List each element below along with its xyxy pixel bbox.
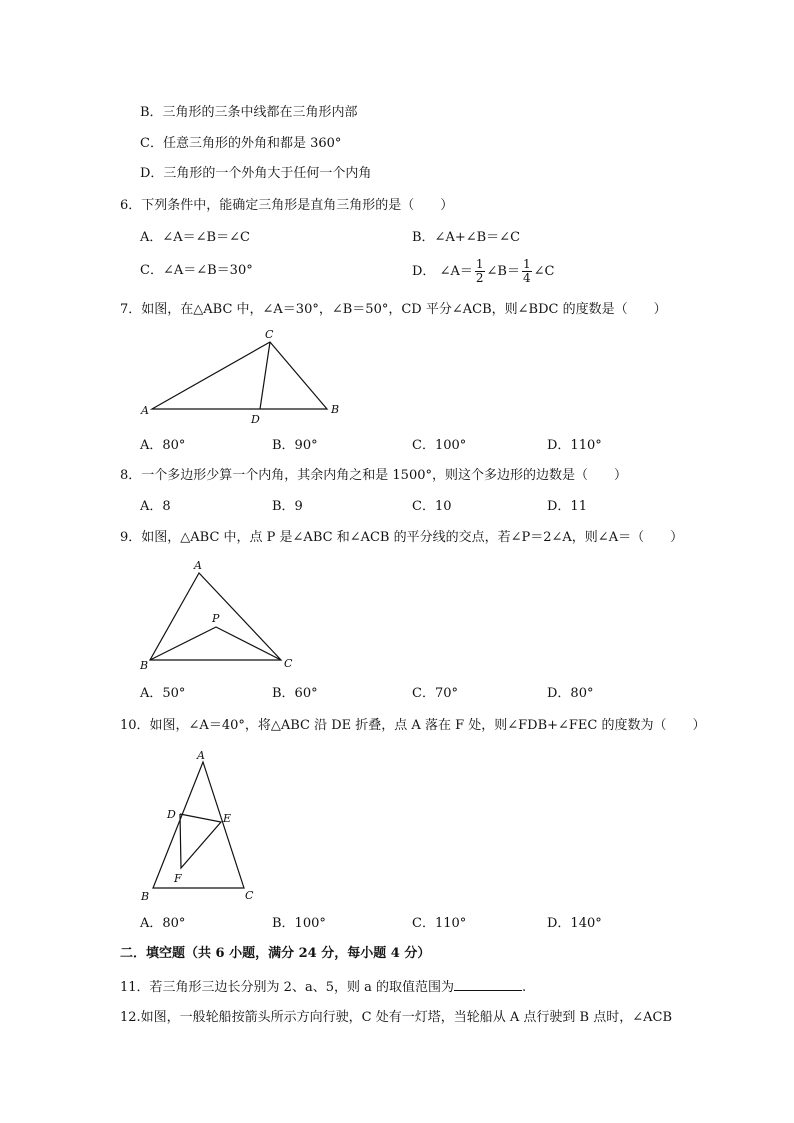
q12-stem: 12.如图，一般轮船按箭头所示方向行驶，C 处有一灯塔，当轮船从 A 点行驶到 B 点时，∠ACB (120, 1010, 673, 1025)
q9-option-d: D．80° (547, 686, 594, 701)
q11-stem-end: . (521, 980, 527, 995)
q6-fraction-quarter: $\frac{1}{4}$ (522, 257, 531, 285)
q6-stem: 6．下列条件中，能确定三角形是直角三角形的是（ ） (120, 198, 454, 213)
q9-label-p: P (212, 612, 220, 625)
q10-label-f: F (174, 872, 182, 885)
q10-option-a: A．80° (140, 916, 186, 931)
q9-option-a: A．50° (140, 686, 186, 701)
q9-label-b: B (140, 659, 149, 672)
q10-option-c: C．110° (412, 916, 467, 931)
q10-label-a: A (197, 749, 205, 762)
q6-option-b: B．∠A+∠B＝∠C (412, 230, 521, 245)
q9-option-c: C．70° (412, 686, 458, 701)
q9-stem: 9．如图，△ABC 中，点 P 是∠ABC 和∠ACB 的平分线的交点，若∠P＝2∠A，则∠A＝（ ） (120, 530, 684, 545)
q5-option-d: D．三角形的一个外角大于任何一个内角 (140, 166, 372, 181)
q7-option-b: B．90° (272, 438, 318, 453)
q9-label-a: A (194, 559, 202, 572)
q8-option-a: A．8 (140, 499, 171, 514)
q5-option-b: B．三角形的三条中线都在三角形内部 (140, 105, 358, 120)
q9-option-b: B．60° (272, 686, 318, 701)
q10-stem: 10．如图，∠A＝40°，将△ABC 沿 DE 折叠，点 A 落在 F 处，则∠FDB+∠FEC 的度数为（ ） (120, 718, 706, 733)
q5-option-c: C．任意三角形的外角和都是 360° (140, 136, 342, 151)
q10-label-e: E (223, 812, 232, 825)
section2-title: 二．填空题（共 6 小题，满分 24 分，每小题 4 分） (120, 946, 431, 961)
q10-label-c: C (245, 889, 254, 902)
q10-option-b: B．100° (272, 916, 326, 931)
q11-answer-blank[interactable] (454, 978, 522, 991)
q8-option-d: D．11 (547, 499, 587, 514)
q7-option-a: A．80° (140, 438, 186, 453)
q7-option-c: C．100° (412, 438, 467, 453)
q10-triangle-abc (153, 762, 244, 888)
q8-stem: 8．一个多边形少算一个内角，其余内角之和是 1500°，则这个多边形的边数是（ ） (120, 468, 627, 483)
q10-folded-triangle-dfe (180, 814, 221, 868)
q11-stem-text: 11．若三角形三边长分别为 2、a、5，则 a 的取值范围为 (120, 980, 454, 995)
q6-option-d-angle-a: ∠A＝ (439, 264, 473, 279)
q6-option-c: C．∠A＝∠B＝30° (140, 263, 253, 278)
q7-label-c: C (265, 328, 274, 341)
q10-label-d: D (167, 808, 176, 821)
q10-option-d: D．140° (547, 916, 602, 931)
q6-option-d-prefix: D． (412, 264, 436, 279)
q8-option-c: C．10 (412, 499, 452, 514)
q6-fraction-half: $\frac{1}{2}$ (475, 257, 484, 285)
q7-label-d: D (251, 413, 260, 426)
q7-label-a: A (141, 404, 149, 417)
q6-option-d-angle-b: ∠B＝ (486, 264, 520, 279)
q10-label-b: B (141, 890, 150, 903)
q7-option-d: D．110° (547, 438, 602, 453)
q11-stem (120, 978, 526, 996)
q8-option-b: B．9 (272, 499, 303, 514)
q7-stem: 7．如图，在△ABC 中，∠A＝30°，∠B＝50°，CD 平分∠ACB，则∠BDC 的度数是（ ） (120, 302, 667, 317)
q6-option-a: A．∠A＝∠B＝∠C (140, 230, 250, 245)
q9-label-c: C (284, 657, 293, 670)
q7-label-b: B (331, 403, 340, 416)
q6-option-d-angle-c: ∠C (533, 264, 555, 279)
